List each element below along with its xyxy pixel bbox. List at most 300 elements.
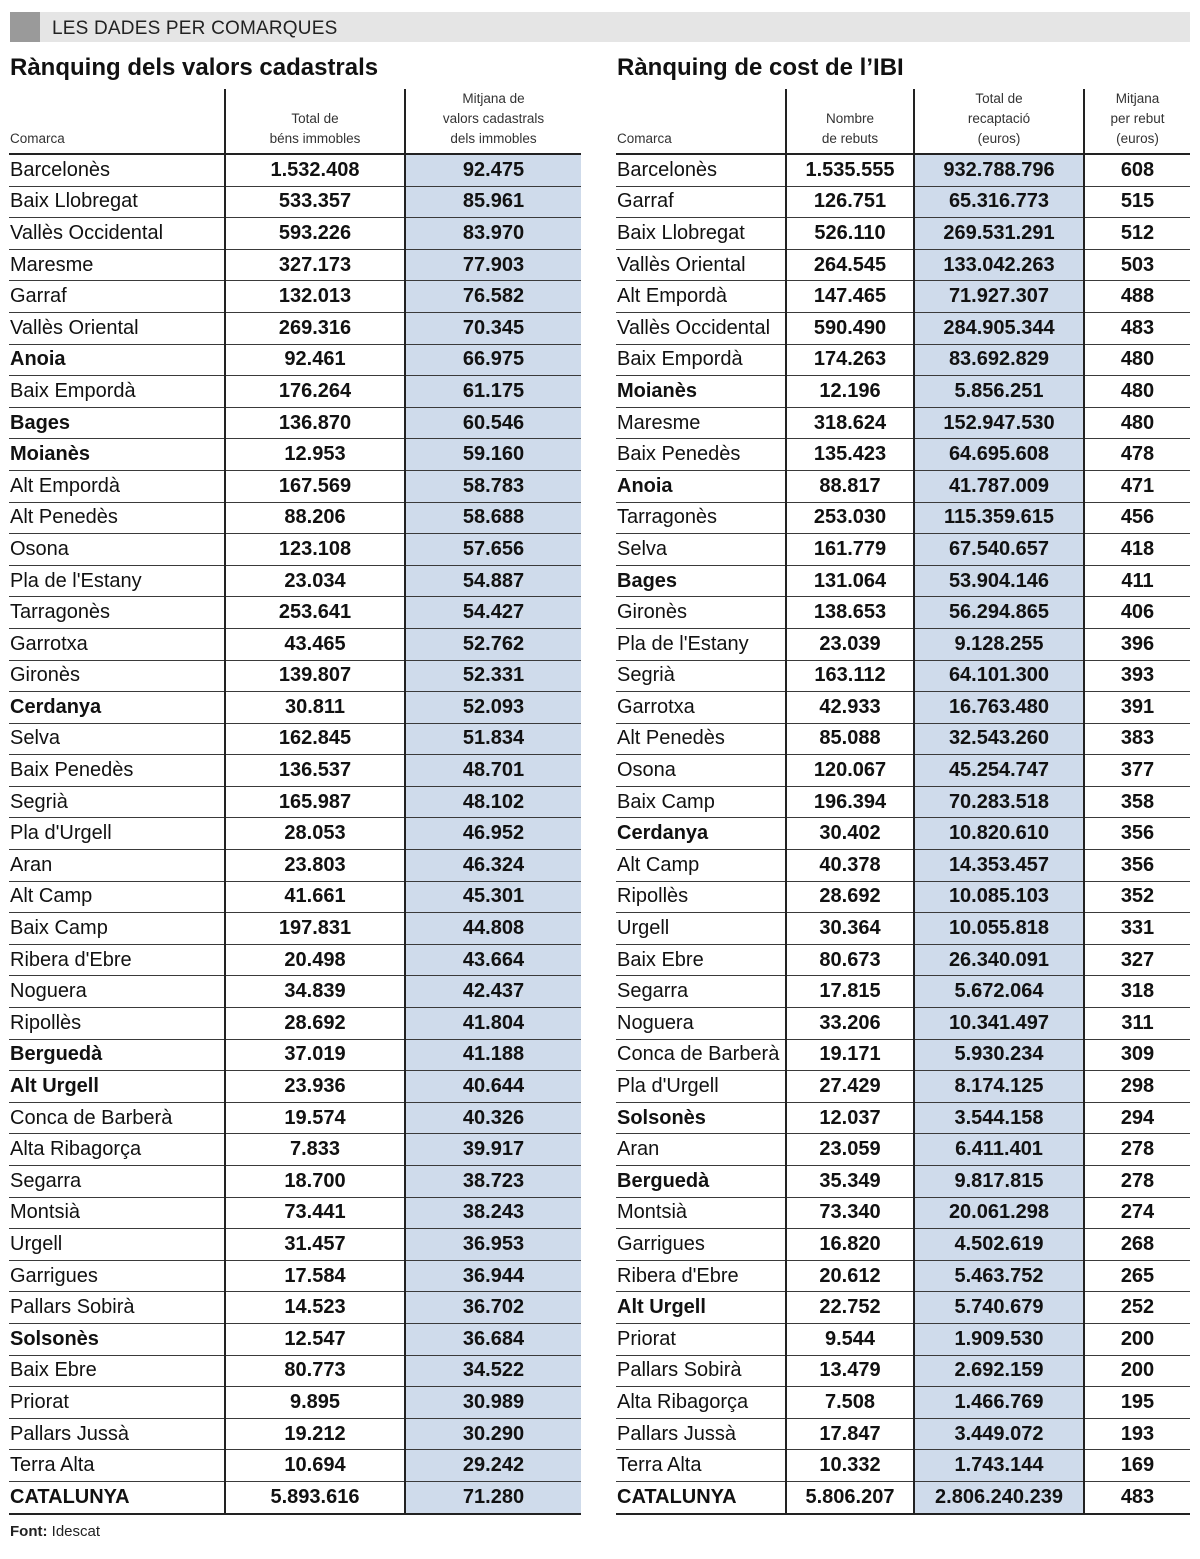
cadastral-comarca-cell: Ribera d'Ebre xyxy=(9,944,225,976)
ibi-value-cell: 80.673 xyxy=(786,944,914,976)
cadastral-comarca-cell: Alt Penedès xyxy=(9,502,225,534)
cadastral-comarca-cell: Garraf xyxy=(9,281,225,313)
cadastral-header-0: Comarca xyxy=(10,131,65,146)
table-row xyxy=(616,1229,1190,1261)
ibi-value-cell: 278 xyxy=(1084,1134,1190,1166)
table-row xyxy=(9,1355,581,1387)
ibi-comarca-cell: Garraf xyxy=(616,186,786,218)
table-row xyxy=(9,218,581,250)
cadastral-value-cell: 167.569 xyxy=(225,470,405,502)
ibi-value-cell: 269.531.291 xyxy=(914,218,1084,250)
cadastral-value-cell: 48.701 xyxy=(405,755,581,787)
cadastral-value-cell: 136.870 xyxy=(225,407,405,439)
ibi-value-cell: 13.479 xyxy=(786,1355,914,1387)
cadastral-header-1: Total de béns immobles xyxy=(225,89,405,154)
table-row xyxy=(616,976,1190,1008)
ibi-value-cell: 12.037 xyxy=(786,1102,914,1134)
ibi-value-cell: 515 xyxy=(1084,186,1190,218)
ibi-comarca-cell: Terra Alta xyxy=(616,1450,786,1482)
ibi-value-cell: 456 xyxy=(1084,502,1190,534)
cadastral-value-cell: 19.574 xyxy=(225,1102,405,1134)
cadastral-value-cell: 43.664 xyxy=(405,944,581,976)
ibi-value-cell: 608 xyxy=(1084,154,1190,186)
ibi-comarca-cell: Garrigues xyxy=(616,1229,786,1261)
cadastral-comarca-cell: Baix Empordà xyxy=(9,376,225,408)
table-row xyxy=(9,597,581,629)
table-row xyxy=(9,755,581,787)
cadastral-value-cell: 76.582 xyxy=(405,281,581,313)
cadastral-comarca-cell: Alt Camp xyxy=(9,881,225,913)
ibi-comarca-cell: Alt Urgell xyxy=(616,1292,786,1324)
ibi-value-cell: 20.061.298 xyxy=(914,1197,1084,1229)
ibi-value-cell: 318 xyxy=(1084,976,1190,1008)
cadastral-value-cell: 136.537 xyxy=(225,755,405,787)
ibi-value-cell: 7.508 xyxy=(786,1387,914,1419)
table-row xyxy=(616,755,1190,787)
table-row xyxy=(616,628,1190,660)
cadastral-comarca-cell: Anoia xyxy=(9,344,225,376)
ibi-value-cell: 27.429 xyxy=(786,1071,914,1103)
table-row xyxy=(9,1197,581,1229)
ibi-value-cell: 265 xyxy=(1084,1260,1190,1292)
cadastral-value-cell: 59.160 xyxy=(405,439,581,471)
cadastral-value-cell: 23.803 xyxy=(225,850,405,882)
table-row xyxy=(9,154,581,186)
cadastral-value-cell: 70.345 xyxy=(405,312,581,344)
ibi-value-cell: 10.055.818 xyxy=(914,913,1084,945)
ibi-value-cell: 23.039 xyxy=(786,628,914,660)
ibi-comarca-cell: Aran xyxy=(616,1134,786,1166)
table-row xyxy=(9,344,581,376)
table-row xyxy=(9,565,581,597)
ibi-value-cell: 358 xyxy=(1084,786,1190,818)
ibi-comarca-cell: Conca de Barberà xyxy=(616,1039,786,1071)
ibi-value-cell: 135.423 xyxy=(786,439,914,471)
cadastral-value-cell: 45.301 xyxy=(405,881,581,913)
ibi-comarca-cell: Tarragonès xyxy=(616,502,786,534)
table-row xyxy=(616,186,1190,218)
cadastral-value-cell: 52.331 xyxy=(405,660,581,692)
table-header-row xyxy=(616,89,1190,154)
cadastral-value-cell: 28.692 xyxy=(225,1008,405,1040)
ibi-value-cell: 147.465 xyxy=(786,281,914,313)
table-row xyxy=(9,502,581,534)
ibi-value-cell: 377 xyxy=(1084,755,1190,787)
cadastral-comarca-cell: Moianès xyxy=(9,439,225,471)
table-row xyxy=(9,1387,581,1419)
cadastral-value-cell: 34.522 xyxy=(405,1355,581,1387)
cadastral-comarca-cell: Cerdanya xyxy=(9,692,225,724)
ibi-value-cell: 418 xyxy=(1084,534,1190,566)
cadastral-value-cell: 30.811 xyxy=(225,692,405,724)
cadastral-value-cell: 593.226 xyxy=(225,218,405,250)
table-row xyxy=(616,1260,1190,1292)
table-row xyxy=(616,944,1190,976)
ibi-comarca-cell: Selva xyxy=(616,534,786,566)
cadastral-value-cell: 20.498 xyxy=(225,944,405,976)
ibi-value-cell: 5.463.752 xyxy=(914,1260,1084,1292)
cadastral-value-cell: 139.807 xyxy=(225,660,405,692)
cadastral-value-cell: 73.441 xyxy=(225,1197,405,1229)
ibi-value-cell: 10.332 xyxy=(786,1450,914,1482)
cadastral-value-cell: 253.641 xyxy=(225,597,405,629)
ibi-value-cell: 932.788.796 xyxy=(914,154,1084,186)
ibi-value-cell: 2.806.240.239 xyxy=(914,1481,1084,1513)
ibi-comarca-cell: Baix Llobregat xyxy=(616,218,786,250)
cadastral-comarca-cell: Segarra xyxy=(9,1166,225,1198)
ibi-value-cell: 193 xyxy=(1084,1418,1190,1450)
table-header-row xyxy=(9,89,581,154)
table-row xyxy=(616,1071,1190,1103)
table-row xyxy=(616,407,1190,439)
cadastral-comarca-cell: Baix Llobregat xyxy=(9,186,225,218)
ibi-value-cell: 65.316.773 xyxy=(914,186,1084,218)
ibi-comarca-cell: Alt Penedès xyxy=(616,723,786,755)
ibi-value-cell: 9.128.255 xyxy=(914,628,1084,660)
table-row xyxy=(9,376,581,408)
cadastral-comarca-cell: Baix Penedès xyxy=(9,755,225,787)
section-banner xyxy=(10,12,1190,42)
table-row xyxy=(616,534,1190,566)
table-row xyxy=(9,249,581,281)
table-row xyxy=(616,1166,1190,1198)
ibi-value-cell: 10.085.103 xyxy=(914,881,1084,913)
table-row xyxy=(9,439,581,471)
cadastral-value-cell: 85.961 xyxy=(405,186,581,218)
cadastral-value-cell: 30.989 xyxy=(405,1387,581,1419)
ibi-cost-table xyxy=(616,89,1190,1515)
cadastral-value-cell: 52.093 xyxy=(405,692,581,724)
cadastral-comarca-cell: Pla d'Urgell xyxy=(9,818,225,850)
ibi-value-cell: 480 xyxy=(1084,376,1190,408)
table-row xyxy=(616,1481,1190,1513)
ibi-comarca-cell: Osona xyxy=(616,755,786,787)
cadastral-comarca-cell: Pla de l'Estany xyxy=(9,565,225,597)
ibi-value-cell: 71.927.307 xyxy=(914,281,1084,313)
right-table-title: Rànquing de cost de l’IBI xyxy=(617,54,904,81)
cadastral-value-cell: 77.903 xyxy=(405,249,581,281)
cadastral-comarca-cell: Garrotxa xyxy=(9,628,225,660)
ibi-value-cell: 8.174.125 xyxy=(914,1071,1084,1103)
cadastral-value-cell: 327.173 xyxy=(225,249,405,281)
table-row xyxy=(9,818,581,850)
ibi-value-cell: 5.672.064 xyxy=(914,976,1084,1008)
table-row xyxy=(9,186,581,218)
table-row xyxy=(9,1039,581,1071)
cadastral-value-cell: 54.887 xyxy=(405,565,581,597)
ibi-comarca-cell: Barcelonès xyxy=(616,154,786,186)
left-table-title: Rànquing dels valors cadastrals xyxy=(10,54,379,81)
cadastral-value-cell: 52.762 xyxy=(405,628,581,660)
ibi-value-cell: 5.930.234 xyxy=(914,1039,1084,1071)
table-row xyxy=(9,628,581,660)
cadastral-value-cell: 29.242 xyxy=(405,1450,581,1482)
cadastral-header-2: Mitjana de valors cadastrals dels immobles xyxy=(405,89,581,154)
cadastral-value-cell: 165.987 xyxy=(225,786,405,818)
ibi-value-cell: 4.502.619 xyxy=(914,1229,1084,1261)
ibi-value-cell: 17.815 xyxy=(786,976,914,1008)
table-row xyxy=(9,1323,581,1355)
cadastral-value-cell: 10.694 xyxy=(225,1450,405,1482)
ibi-header-0: Comarca xyxy=(617,131,672,146)
cadastral-value-cell: 41.188 xyxy=(405,1039,581,1071)
table-row xyxy=(9,1166,581,1198)
ibi-value-cell: 10.341.497 xyxy=(914,1008,1084,1040)
ibi-value-cell: 169 xyxy=(1084,1450,1190,1482)
ibi-value-cell: 3.449.072 xyxy=(914,1418,1084,1450)
cadastral-value-cell: 9.895 xyxy=(225,1387,405,1419)
ibi-value-cell: 1.909.530 xyxy=(914,1323,1084,1355)
ibi-comarca-cell: Berguedà xyxy=(616,1166,786,1198)
table-row xyxy=(616,249,1190,281)
cadastral-value-cell: 34.839 xyxy=(225,976,405,1008)
table-row xyxy=(9,1260,581,1292)
ibi-value-cell: 391 xyxy=(1084,692,1190,724)
cadastral-comarca-cell: Alta Ribagorça xyxy=(9,1134,225,1166)
table-row xyxy=(9,976,581,1008)
cadastral-comarca-cell: Solsonès xyxy=(9,1323,225,1355)
ibi-comarca-cell: Pla de l'Estany xyxy=(616,628,786,660)
table-row xyxy=(9,1292,581,1324)
ibi-value-cell: 20.612 xyxy=(786,1260,914,1292)
ibi-value-cell: 311 xyxy=(1084,1008,1190,1040)
ibi-comarca-cell: Pallars Sobirà xyxy=(616,1355,786,1387)
cadastral-value-cell: 197.831 xyxy=(225,913,405,945)
cadastral-value-cell: 39.917 xyxy=(405,1134,581,1166)
ibi-value-cell: 252 xyxy=(1084,1292,1190,1324)
cadastral-value-cell: 41.661 xyxy=(225,881,405,913)
ibi-comarca-cell: Segarra xyxy=(616,976,786,1008)
table-row xyxy=(616,376,1190,408)
cadastral-value-cell: 38.723 xyxy=(405,1166,581,1198)
cadastral-comarca-cell: Bages xyxy=(9,407,225,439)
cadastral-value-cell: 37.019 xyxy=(225,1039,405,1071)
ibi-value-cell: 480 xyxy=(1084,407,1190,439)
ibi-comarca-cell: Alt Empordà xyxy=(616,281,786,313)
cadastral-value-cell: 43.465 xyxy=(225,628,405,660)
ibi-value-cell: 70.283.518 xyxy=(914,786,1084,818)
cadastral-value-cell: 66.975 xyxy=(405,344,581,376)
ibi-value-cell: 318.624 xyxy=(786,407,914,439)
cadastral-comarca-cell: Vallès Occidental xyxy=(9,218,225,250)
cadastral-comarca-cell: Priorat xyxy=(9,1387,225,1419)
ibi-value-cell: 138.653 xyxy=(786,597,914,629)
cadastral-value-cell: 269.316 xyxy=(225,312,405,344)
table-row xyxy=(9,407,581,439)
table-row xyxy=(616,818,1190,850)
cadastral-comarca-cell: Maresme xyxy=(9,249,225,281)
ibi-value-cell: 126.751 xyxy=(786,186,914,218)
ibi-comarca-cell: Alt Camp xyxy=(616,850,786,882)
ibi-value-cell: 5.806.207 xyxy=(786,1481,914,1513)
table-row xyxy=(9,692,581,724)
cadastral-value-cell: 1.532.408 xyxy=(225,154,405,186)
ibi-value-cell: 331 xyxy=(1084,913,1190,945)
ibi-value-cell: 488 xyxy=(1084,281,1190,313)
cadastral-comarca-cell: Alt Empordà xyxy=(9,470,225,502)
table-row xyxy=(616,1355,1190,1387)
ibi-value-cell: 383 xyxy=(1084,723,1190,755)
ibi-value-cell: 1.743.144 xyxy=(914,1450,1084,1482)
ibi-value-cell: 19.171 xyxy=(786,1039,914,1071)
table-row xyxy=(9,1450,581,1482)
ibi-value-cell: 471 xyxy=(1084,470,1190,502)
ibi-value-cell: 32.543.260 xyxy=(914,723,1084,755)
table-row xyxy=(9,1102,581,1134)
table-row xyxy=(9,723,581,755)
table-row xyxy=(616,597,1190,629)
ibi-value-cell: 253.030 xyxy=(786,502,914,534)
cadastral-value-cell: 28.053 xyxy=(225,818,405,850)
ibi-value-cell: 480 xyxy=(1084,344,1190,376)
cadastral-comarca-cell: Baix Ebre xyxy=(9,1355,225,1387)
table-row xyxy=(9,1071,581,1103)
table-row xyxy=(616,154,1190,186)
ibi-value-cell: 5.856.251 xyxy=(914,376,1084,408)
ibi-value-cell: 3.544.158 xyxy=(914,1102,1084,1134)
ibi-value-cell: 23.059 xyxy=(786,1134,914,1166)
ibi-value-cell: 17.847 xyxy=(786,1418,914,1450)
table-row xyxy=(616,439,1190,471)
table-row xyxy=(9,1008,581,1040)
ibi-value-cell: 1.535.555 xyxy=(786,154,914,186)
ibi-value-cell: 411 xyxy=(1084,565,1190,597)
cadastral-value-cell: 92.475 xyxy=(405,154,581,186)
ibi-value-cell: 85.088 xyxy=(786,723,914,755)
ibi-value-cell: 88.817 xyxy=(786,470,914,502)
ibi-value-cell: 115.359.615 xyxy=(914,502,1084,534)
ibi-value-cell: 406 xyxy=(1084,597,1190,629)
ibi-value-cell: 174.263 xyxy=(786,344,914,376)
table-row xyxy=(616,281,1190,313)
ibi-value-cell: 35.349 xyxy=(786,1166,914,1198)
cadastral-value-cell: 48.102 xyxy=(405,786,581,818)
cadastral-comarca-cell: Alt Urgell xyxy=(9,1071,225,1103)
cadastral-value-cell: 14.523 xyxy=(225,1292,405,1324)
ibi-comarca-cell: Maresme xyxy=(616,407,786,439)
cadastral-value-cell: 23.936 xyxy=(225,1071,405,1103)
table-row xyxy=(9,944,581,976)
table-row xyxy=(9,312,581,344)
cadastral-comarca-cell: CATALUNYA xyxy=(9,1481,225,1513)
table-row xyxy=(616,312,1190,344)
cadastral-value-cell: 132.013 xyxy=(225,281,405,313)
cadastral-value-cell: 36.702 xyxy=(405,1292,581,1324)
cadastral-comarca-cell: Osona xyxy=(9,534,225,566)
ibi-value-cell: 83.692.829 xyxy=(914,344,1084,376)
cadastral-value-cell: 41.804 xyxy=(405,1008,581,1040)
cadastral-value-cell: 5.893.616 xyxy=(225,1481,405,1513)
ibi-value-cell: 526.110 xyxy=(786,218,914,250)
cadastral-value-cell: 176.264 xyxy=(225,376,405,408)
table-row xyxy=(616,502,1190,534)
cadastral-value-cell: 42.437 xyxy=(405,976,581,1008)
ibi-value-cell: 195 xyxy=(1084,1387,1190,1419)
source-value: Idescat xyxy=(51,1523,101,1540)
ibi-header-2: Total de recaptació (euros) xyxy=(914,89,1084,154)
ibi-value-cell: 393 xyxy=(1084,660,1190,692)
cadastral-value-cell: 60.546 xyxy=(405,407,581,439)
table-row xyxy=(616,660,1190,692)
ibi-value-cell: 478 xyxy=(1084,439,1190,471)
cadastral-value-cell: 71.280 xyxy=(405,1481,581,1513)
ibi-comarca-cell: Baix Empordà xyxy=(616,344,786,376)
ibi-comarca-cell: Moianès xyxy=(616,376,786,408)
cadastral-value-cell: 7.833 xyxy=(225,1134,405,1166)
table-row xyxy=(9,850,581,882)
cadastral-value-cell: 54.427 xyxy=(405,597,581,629)
cadastral-value-cell: 58.688 xyxy=(405,502,581,534)
table-row xyxy=(616,1450,1190,1482)
cadastral-comarca-cell: Gironès xyxy=(9,660,225,692)
ibi-comarca-cell: Solsonès xyxy=(616,1102,786,1134)
table-row xyxy=(616,1323,1190,1355)
ibi-value-cell: 30.402 xyxy=(786,818,914,850)
cadastral-comarca-cell: Selva xyxy=(9,723,225,755)
table-row xyxy=(616,1039,1190,1071)
ibi-value-cell: 30.364 xyxy=(786,913,914,945)
ibi-value-cell: 120.067 xyxy=(786,755,914,787)
ibi-comarca-cell: Ripollès xyxy=(616,881,786,913)
table-row xyxy=(9,534,581,566)
cadastral-value-cell: 61.175 xyxy=(405,376,581,408)
table-row xyxy=(616,850,1190,882)
ibi-value-cell: 22.752 xyxy=(786,1292,914,1324)
ibi-value-cell: 14.353.457 xyxy=(914,850,1084,882)
table-row xyxy=(616,692,1190,724)
ibi-value-cell: 284.905.344 xyxy=(914,312,1084,344)
cadastral-comarca-cell: Aran xyxy=(9,850,225,882)
ibi-value-cell: 309 xyxy=(1084,1039,1190,1071)
ibi-comarca-cell: Baix Penedès xyxy=(616,439,786,471)
cadastral-value-cell: 80.773 xyxy=(225,1355,405,1387)
cadastral-value-cell: 83.970 xyxy=(405,218,581,250)
ibi-value-cell: 590.490 xyxy=(786,312,914,344)
cadastral-value-cell: 23.034 xyxy=(225,565,405,597)
cadastral-comarca-cell: Ripollès xyxy=(9,1008,225,1040)
cadastral-value-cell: 36.944 xyxy=(405,1260,581,1292)
table-row xyxy=(616,1292,1190,1324)
ibi-value-cell: 64.695.608 xyxy=(914,439,1084,471)
ibi-comarca-cell: Garrotxa xyxy=(616,692,786,724)
cadastral-value-cell: 57.656 xyxy=(405,534,581,566)
cadastral-value-cell: 88.206 xyxy=(225,502,405,534)
ibi-value-cell: 356 xyxy=(1084,818,1190,850)
cadastral-value-cell: 12.547 xyxy=(225,1323,405,1355)
cadastral-comarca-cell: Vallès Oriental xyxy=(9,312,225,344)
ibi-value-cell: 483 xyxy=(1084,1481,1190,1513)
ibi-value-cell: 163.112 xyxy=(786,660,914,692)
table-row xyxy=(9,881,581,913)
cadastral-comarca-cell: Noguera xyxy=(9,976,225,1008)
table-row xyxy=(9,786,581,818)
cadastral-value-cell: 162.845 xyxy=(225,723,405,755)
cadastral-value-cell: 19.212 xyxy=(225,1418,405,1450)
ibi-comarca-cell: Urgell xyxy=(616,913,786,945)
ibi-value-cell: 16.820 xyxy=(786,1229,914,1261)
ibi-comarca-cell: Cerdanya xyxy=(616,818,786,850)
ibi-value-cell: 9.544 xyxy=(786,1323,914,1355)
table-row xyxy=(616,723,1190,755)
cadastral-value-cell: 30.290 xyxy=(405,1418,581,1450)
cadastral-value-cell: 123.108 xyxy=(225,534,405,566)
ibi-value-cell: 12.196 xyxy=(786,376,914,408)
ibi-value-cell: 352 xyxy=(1084,881,1190,913)
table-row xyxy=(616,1008,1190,1040)
table-row xyxy=(9,660,581,692)
table-row xyxy=(616,218,1190,250)
ibi-value-cell: 161.779 xyxy=(786,534,914,566)
